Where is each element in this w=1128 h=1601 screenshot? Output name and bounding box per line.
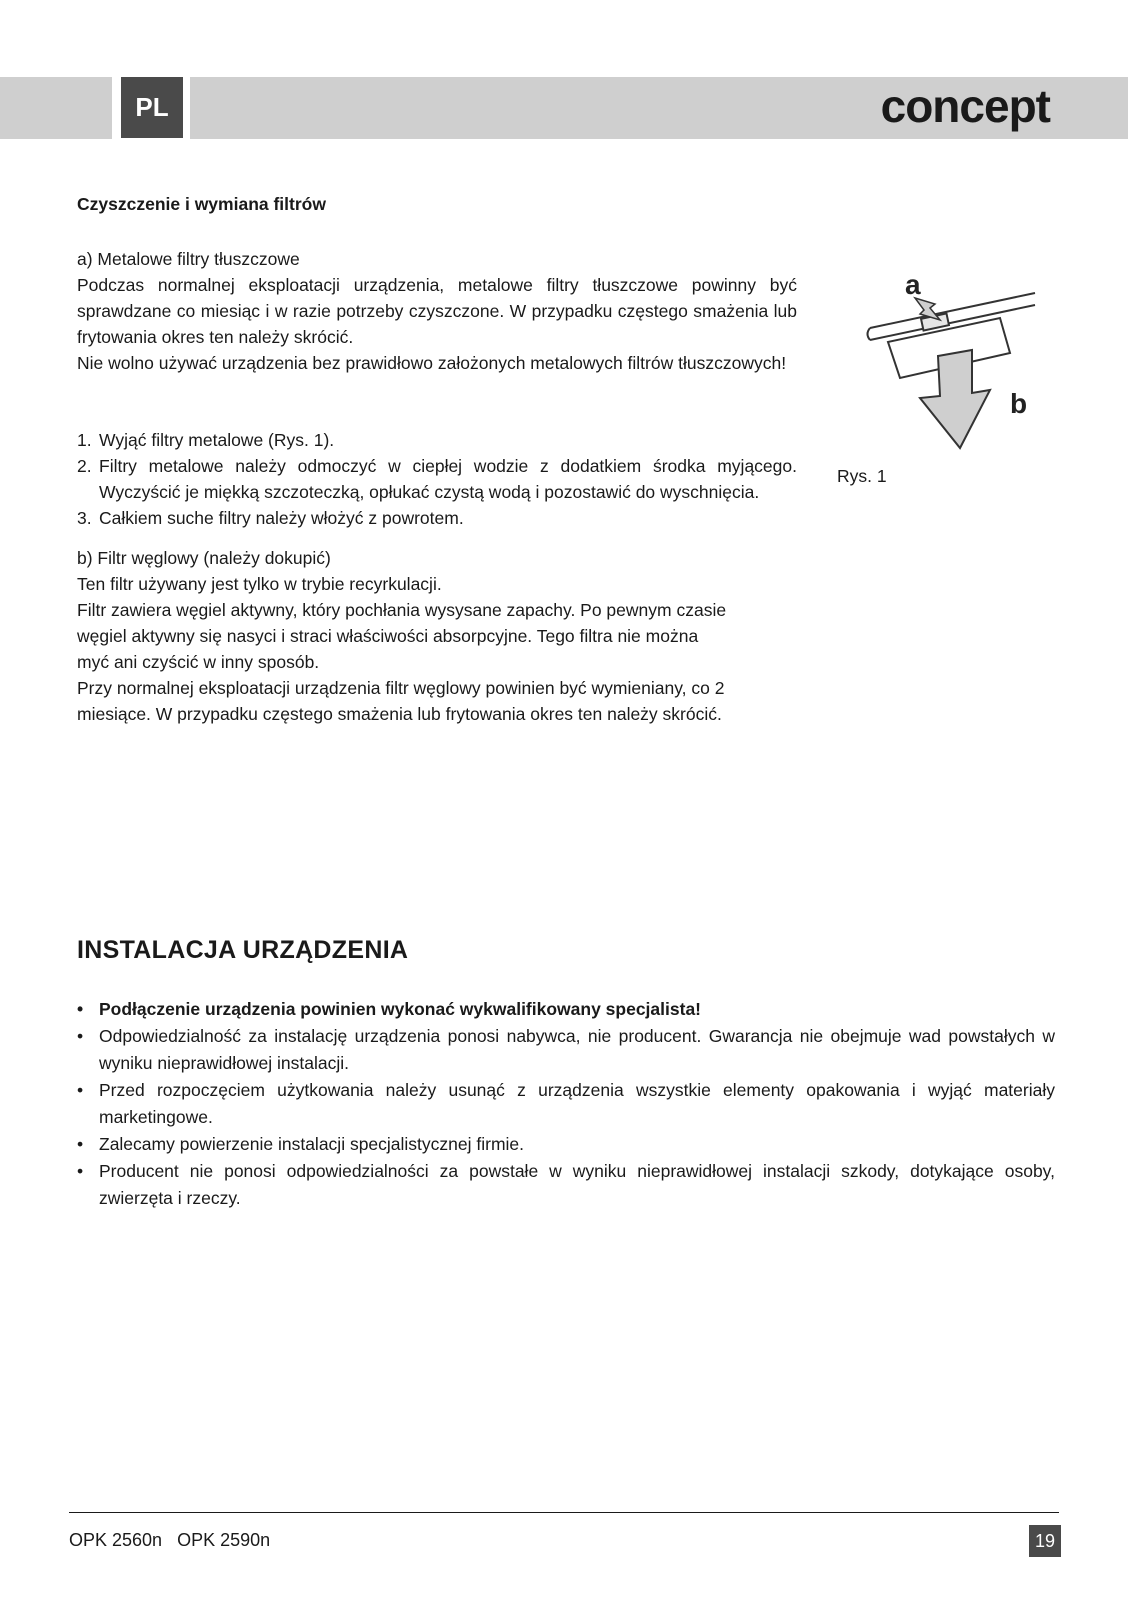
figure-caption: Rys. 1 (837, 466, 887, 486)
figure-label-b: b (1010, 388, 1028, 419)
list-item (77, 427, 797, 453)
bullet-icon: • (77, 1026, 84, 1046)
carbon-filter-line: Ten filtr używany jest tylko w trybie recyrkulacji. (77, 574, 442, 594)
list-item (77, 453, 797, 505)
bullet-text: Zalecamy powierzenie instalacji specjalistycznej firmie. (99, 1134, 525, 1154)
step-text: Całkiem suche filtry należy włożyć z powrotem. (99, 508, 464, 528)
footer-model-numbers: OPK 2560n OPK 2590n (69, 1530, 271, 1550)
language-badge: PL (121, 77, 183, 138)
step-number: 1. (77, 430, 92, 450)
carbon-filter-replacement: Przy normalnej eksploatacji urządzenia filtr węglowy powinien być wymieniany, co 2 miesiące. W przypadku częstego smażenia lub frytowania okres ten należy skrócić. (77, 678, 725, 724)
installation-title: INSTALACJA URZĄDZENIA (77, 936, 409, 964)
metal-filters-heading: a) Metalowe filtry tłuszczowe (77, 249, 300, 269)
carbon-filter-paragraph: Filtr zawiera węgiel aktywny, który pochłania wysysane zapachy. Po pewnym czasie węgiel aktywny się nasyci i straci właściwości absorpcyjne. Tego filtra nie można myć ani czyścić w inny sposób. (77, 600, 727, 672)
metal-filters-block (77, 246, 797, 376)
footer-divider (69, 1512, 1059, 1513)
section-title-filters: Czyszczenie i wymiana filtrów (77, 194, 326, 214)
step-number: 3. (77, 508, 92, 528)
bullet-text: Podłączenie urządzenia powinien wykonać wykwalifikowany specjalista! (99, 999, 701, 1019)
metal-filters-paragraph: Podczas normalnej eksploatacji urządzenia, metalowe filtry tłuszczowe powinny być sprawdzane co miesiąc i w razie potrzeby czyszczone. W przypadku częstego smażenia lub frytowania okres ten należy skrócić. (77, 275, 797, 347)
list-item (77, 1077, 1055, 1131)
list-item (77, 1023, 1055, 1077)
list-item (77, 996, 1055, 1023)
filter-removal-illustration (860, 268, 1040, 458)
page-number: 19 (1029, 1525, 1061, 1557)
bullet-icon: • (77, 1161, 84, 1181)
list-item (77, 1158, 1055, 1212)
carbon-filter-heading: b) Filtr węglowy (należy dokupić) (77, 548, 331, 568)
list-item (77, 505, 797, 531)
bullet-icon: • (77, 1080, 84, 1100)
step-number: 2. (77, 456, 92, 476)
list-item (77, 1131, 1055, 1158)
metal-filters-warning: Nie wolno używać urządzenia bez prawidłowo założonych metalowych filtrów tłuszczowych! (77, 353, 787, 373)
bullet-text: Odpowiedzialność za instalację urządzenia ponosi nabywca, nie producent. Gwarancja nie obejmuje wad powstałych w wyniku nieprawidłowej instalacji. (99, 1026, 1055, 1073)
step-text: Filtry metalowe należy odmoczyć w ciepłej wodzie z dodatkiem środka myjącego. Wyczyścić je miękką szczoteczką, opłukać czystą wodą i pozostawić do wyschnięcia. (99, 456, 797, 502)
figure-label-a: a (905, 269, 921, 300)
brand-logo: concept (880, 80, 1050, 132)
bullet-icon: • (77, 999, 84, 1019)
carbon-filter-block (77, 545, 729, 727)
cleaning-steps-list (77, 427, 797, 531)
bullet-text: Producent nie ponosi odpowiedzialności za powstałe w wyniku nieprawidłowej instalacji szkody, dotykające osoby, zwierzęta i rzeczy. (99, 1161, 1055, 1208)
bullet-icon: • (77, 1134, 84, 1154)
bullet-text: Przed rozpoczęciem użytkowania należy usunąć z urządzenia wszystkie elementy opakowania i wyjąć materiały marketingowe. (99, 1080, 1055, 1127)
installation-bullet-list (77, 996, 1055, 1212)
step-text: Wyjąć filtry metalowe (Rys. 1). (99, 430, 335, 450)
